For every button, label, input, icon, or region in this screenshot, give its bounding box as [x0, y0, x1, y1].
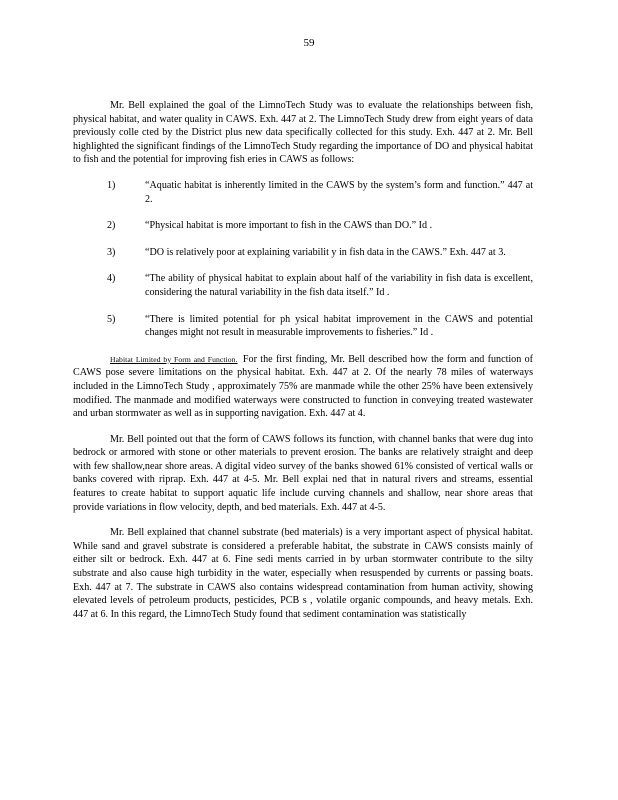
- intro-paragraph: Mr. Bell explained the goal of the LimnoTech Study was to evaluate the relationships between fish, physical habitat, and water quality in CAWS. Exh. 447 at 2. The LimnoTech Study drew from eight years of data previously colle cted by the District plus new data specifically collected for this study. Exh. 447 at 2. Mr. Bell highlighted the significant findings of the LimnoTech Study regarding the importance of DO and physical habitat to fish and the potential for improving fish eries in CAWS as follows:: [73, 100, 533, 166]
- finding-text: “Physical habitat is more important to fish in the CAWS than DO.” Id .: [145, 220, 433, 232]
- finding-item: [73, 179, 533, 206]
- finding-item: [73, 313, 533, 340]
- section-paragraph: [73, 353, 533, 421]
- finding-item: [73, 246, 533, 260]
- finding-text: “DO is relatively poor at explaining variabilit y in fish data in the CAWS.” Exh. 447 at 3.: [145, 246, 506, 258]
- finding-item: [73, 272, 533, 299]
- section-heading: Habitat Limited by Form and Function.: [110, 354, 238, 364]
- finding-text: “There is limited potential for ph ysical habitat improvement in the CAWS and potential changes might not result in measurable improvements to fisheries.” Id .: [145, 313, 533, 339]
- findings-list: [73, 179, 533, 340]
- finding-number: 1): [107, 179, 116, 191]
- document-body: [73, 64, 533, 633]
- finding-number: 4): [107, 273, 116, 285]
- substrate-paragraph: Mr. Bell explained that channel substrate (bed materials) is a very important aspect of physical habitat. While sand and gravel substrate is considered a preferable habitat, the substrate in CAWS consists mainly of either silt or bedrock. Exh. 447 at 6. Fine sedi ments carried in by urban stormwater contribute to the silty substrate and also cause high turbidity in the water, especially when resuspended by currents or passing boats. Exh. 447 at 7. The substrate in CAWS also contains widespread contamination from human activity, showing elevated levels of petroleum products, pesticides, PCB s , volatile organic compounds, and heavy metals. Exh. 447 at 6. In this regard, the LimnoTech Study found that sediment contamination was statistically: [73, 527, 533, 620]
- finding-text: “Aquatic habitat is inherently limited in the CAWS by the system’s form and function.” 447 at 2.: [145, 179, 533, 205]
- finding-number: 2): [107, 220, 116, 232]
- finding-number: 3): [107, 246, 116, 258]
- form-paragraph: Mr. Bell pointed out that the form of CAWS follows its function, with channel banks that were dug into bedrock or armored with stone or other materials to prevent erosion. The banks are relatively straight and deep with few shallow,near shore areas. A digital video survey of the banks showed 61% consisted of vertical walls or banks covered with riprap. Exh. 447 at 4-5. Mr. Bell explai ned that in natural rivers and streams, essential features to create habitat to support aquatic life include curving channels and shallow, near shore areas that provide variations in flow velocity, depth, and bed materials. Exh. 447 at 4-5.: [73, 433, 533, 513]
- section-text: For the first finding, Mr. Bell described how the form and function of CAWS pose severe limitations on the physical habitat. Exh. 447 at 2. Of the nearly 78 miles of waterways included in the LimnoTech Study , approximately 75% are manmade while the other 25% have been extensively modified. The manmade and modified waterways were constructed to function in conveying treated wastewater and urban stormwater as well as in supporting navigation. Exh. 447 at 4.: [73, 353, 534, 420]
- page-number: 59: [303, 37, 315, 49]
- finding-number: 5): [107, 313, 116, 325]
- finding-item: [73, 219, 533, 233]
- finding-text: “The ability of physical habitat to explain about half of the variability in fish data is excellent, considering the natural variability in the fish data itself.” Id .: [145, 273, 533, 298]
